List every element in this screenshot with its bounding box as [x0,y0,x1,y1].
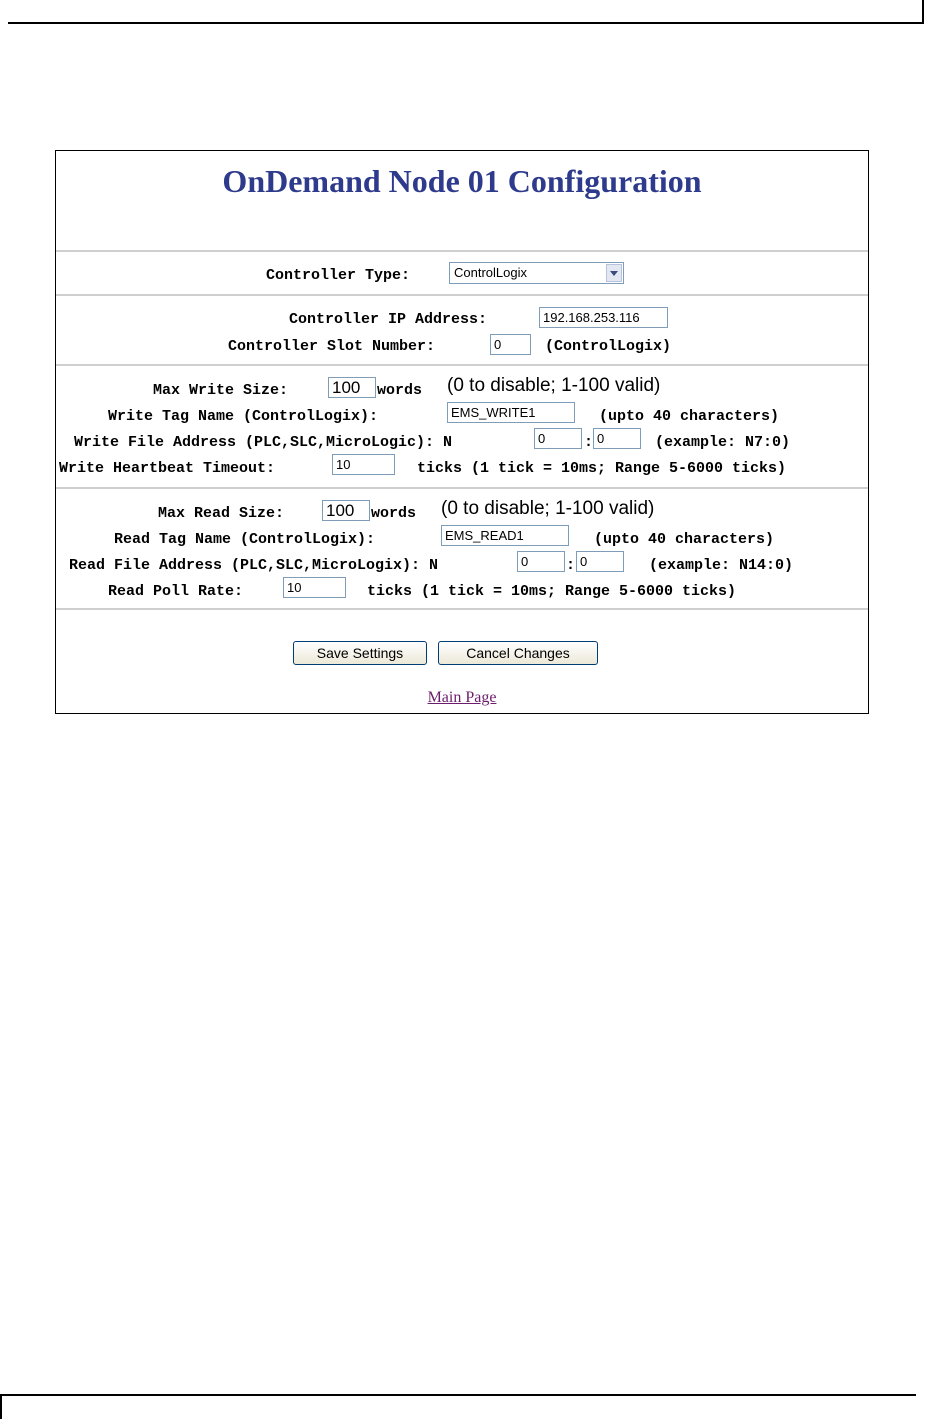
controller-slot-input[interactable]: 0 [490,334,531,355]
max-read-size-input[interactable]: 100 [322,500,370,521]
write-tag-label: Write Tag Name (ControlLogix): [108,408,379,425]
controller-type-section [56,252,868,296]
controller-slot-label: Controller Slot Number: [228,338,436,355]
write-file-element-input[interactable]: 0 [593,428,641,449]
read-poll-help: ticks (1 tick = 10ms; Range 5-6000 ticks) [367,583,737,600]
read-file-element-input[interactable]: 0 [576,551,624,572]
write-file-label: Write File Address (PLC,SLC,MicroLogic): N [74,434,453,451]
read-file-colon: : [566,557,576,574]
write-file-colon: : [584,434,594,451]
read-file-help: (example: N14:0) [649,557,794,574]
write-size-help: (0 to disable; 1-100 valid) [447,375,661,396]
read-size-help: (0 to disable; 1-100 valid) [441,498,655,519]
controller-address-section [56,296,868,366]
write-file-n-input[interactable]: 0 [534,428,582,449]
controller-ip-label: Controller IP Address: [289,311,488,328]
write-file-help: (example: N7:0) [655,434,791,451]
write-words-label: words [377,382,423,399]
read-poll-label: Read Poll Rate: [108,583,244,600]
page-title: OnDemand Node 01 Configuration [222,163,702,199]
write-heartbeat-input[interactable]: 10 [332,454,395,475]
main-page-link-text[interactable]: Main Page [427,689,497,706]
config-panel [55,150,869,714]
write-heartbeat-label: Write Heartbeat Timeout: [59,460,276,477]
write-tag-help: (upto 40 characters) [599,408,780,425]
controller-type-select[interactable] [449,262,624,284]
read-tag-label: Read Tag Name (ControlLogix): [114,531,376,548]
page-footer-rule [0,1394,916,1419]
max-write-size-input[interactable]: 100 [328,377,376,398]
read-section [56,489,868,610]
write-heartbeat-help: ticks (1 tick = 10ms; Range 5-6000 ticks) [417,460,787,477]
read-poll-input[interactable]: 10 [283,577,346,598]
controller-ip-input[interactable]: 192.168.253.116 [539,307,668,328]
main-page-link[interactable] [56,689,868,707]
read-file-label: Read File Address (PLC,SLC,MicroLogix): N [69,557,439,574]
write-section [56,366,868,489]
title-section [56,151,868,252]
write-tag-input[interactable]: EMS_WRITE1 [447,402,575,423]
controller-type-value: ControlLogix [454,265,527,280]
controller-type-label: Controller Type: [266,267,411,284]
read-file-n-input[interactable]: 0 [517,551,565,572]
chevron-down-icon[interactable] [606,264,622,282]
read-words-label: words [371,505,417,522]
save-settings-button[interactable]: Save Settings [293,641,427,665]
cancel-changes-button[interactable]: Cancel Changes [438,641,598,665]
read-tag-input[interactable]: EMS_READ1 [441,525,569,546]
read-tag-help: (upto 40 characters) [594,531,775,548]
controller-slot-note: (ControlLogix) [545,338,672,355]
page-header-rule [8,0,924,24]
max-read-size-label: Max Read Size: [158,505,285,522]
max-write-size-label: Max Write Size: [153,382,289,399]
